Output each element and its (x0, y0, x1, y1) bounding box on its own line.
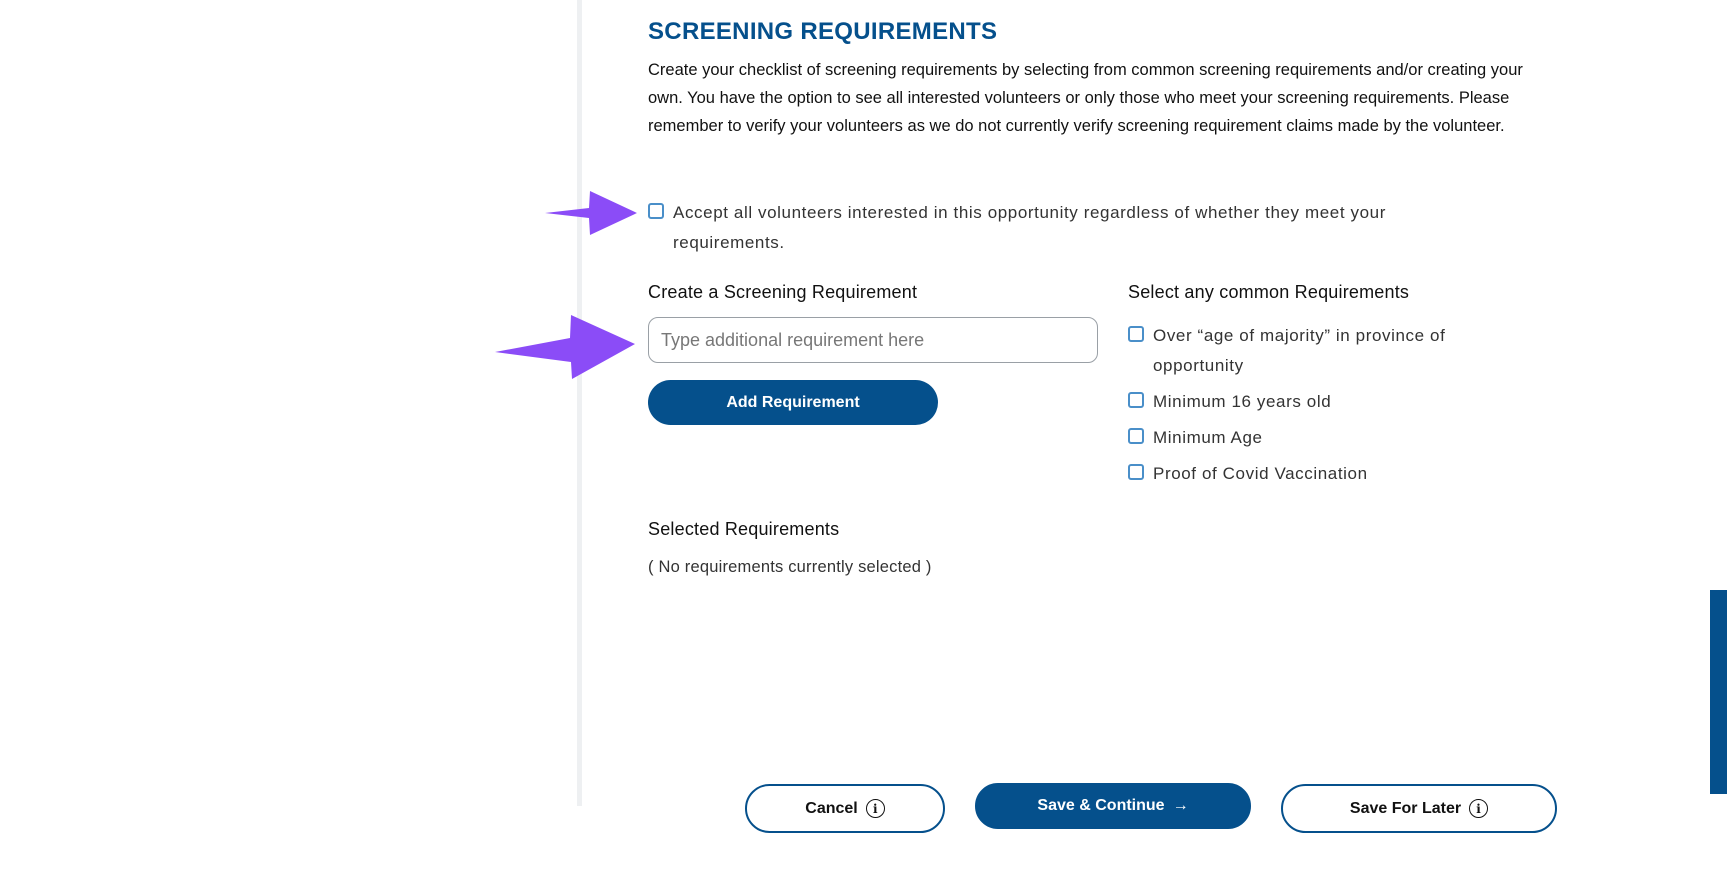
common-requirement-item[interactable] (1128, 423, 1508, 453)
screening-section (648, 18, 1548, 140)
section-description: Create your checklist of screening requirements by selecting from common screening requirements and/or creating your own. You have the option to see all interested volunteers or only those who meet your screening requirements. Please remember to verify your volunteers as we do not currently verify screening requirement claims made by the volunteer. (648, 61, 1523, 135)
requirement-checkbox[interactable] (1128, 464, 1144, 480)
accept-all-option[interactable] (648, 198, 1488, 258)
arrow-right-icon: → (1172, 797, 1189, 814)
save-for-later-button[interactable] (1281, 784, 1557, 833)
requirement-checkbox[interactable] (1128, 392, 1144, 408)
accept-all-label: Accept all volunteers interested in this opportunity regardless of whether they meet your requirements. (673, 203, 1386, 252)
common-requirement-item[interactable] (1128, 387, 1508, 417)
cancel-button[interactable] (745, 784, 945, 833)
page-scrollbar-thumb[interactable] (1710, 590, 1727, 794)
annotation-arrow-icon (543, 188, 638, 238)
left-panel-divider (577, 0, 582, 806)
save-for-later-button-label: Save For Later (1349, 799, 1462, 817)
requirement-label: Over “age of majority” in province of opportunity (1153, 326, 1446, 375)
common-requirement-item[interactable] (1128, 459, 1508, 489)
requirement-label: Proof of Covid Vaccination (1153, 464, 1368, 483)
add-requirement-button[interactable]: Add Requirement (648, 380, 938, 425)
requirement-input[interactable] (648, 317, 1098, 363)
selected-requirements-panel (648, 519, 932, 577)
selected-requirements-heading: Selected Requirements (648, 519, 840, 539)
requirement-checkbox[interactable] (1128, 326, 1144, 342)
save-continue-button[interactable] (975, 783, 1251, 829)
save-continue-button-label: Save & Continue (1037, 797, 1165, 814)
requirement-label: Minimum Age (1153, 428, 1263, 447)
requirement-checkbox[interactable] (1128, 428, 1144, 444)
info-icon: i (866, 799, 885, 818)
common-requirements-list (1128, 321, 1508, 489)
info-icon: i (1469, 799, 1488, 818)
common-requirements-panel (1128, 282, 1508, 495)
common-requirement-item[interactable] (1128, 321, 1508, 381)
create-requirement-heading: Create a Screening Requirement (648, 282, 918, 302)
annotation-arrow-icon (493, 312, 637, 382)
accept-all-checkbox[interactable] (648, 203, 664, 219)
page-title: SCREENING REQUIREMENTS (648, 18, 998, 45)
common-requirements-heading: Select any common Requirements (1128, 282, 1410, 302)
create-requirement-panel (648, 282, 1098, 425)
cancel-button-label: Cancel (805, 799, 858, 817)
selected-requirements-empty-note: ( No requirements currently selected ) (648, 558, 932, 576)
requirement-label: Minimum 16 years old (1153, 392, 1332, 411)
